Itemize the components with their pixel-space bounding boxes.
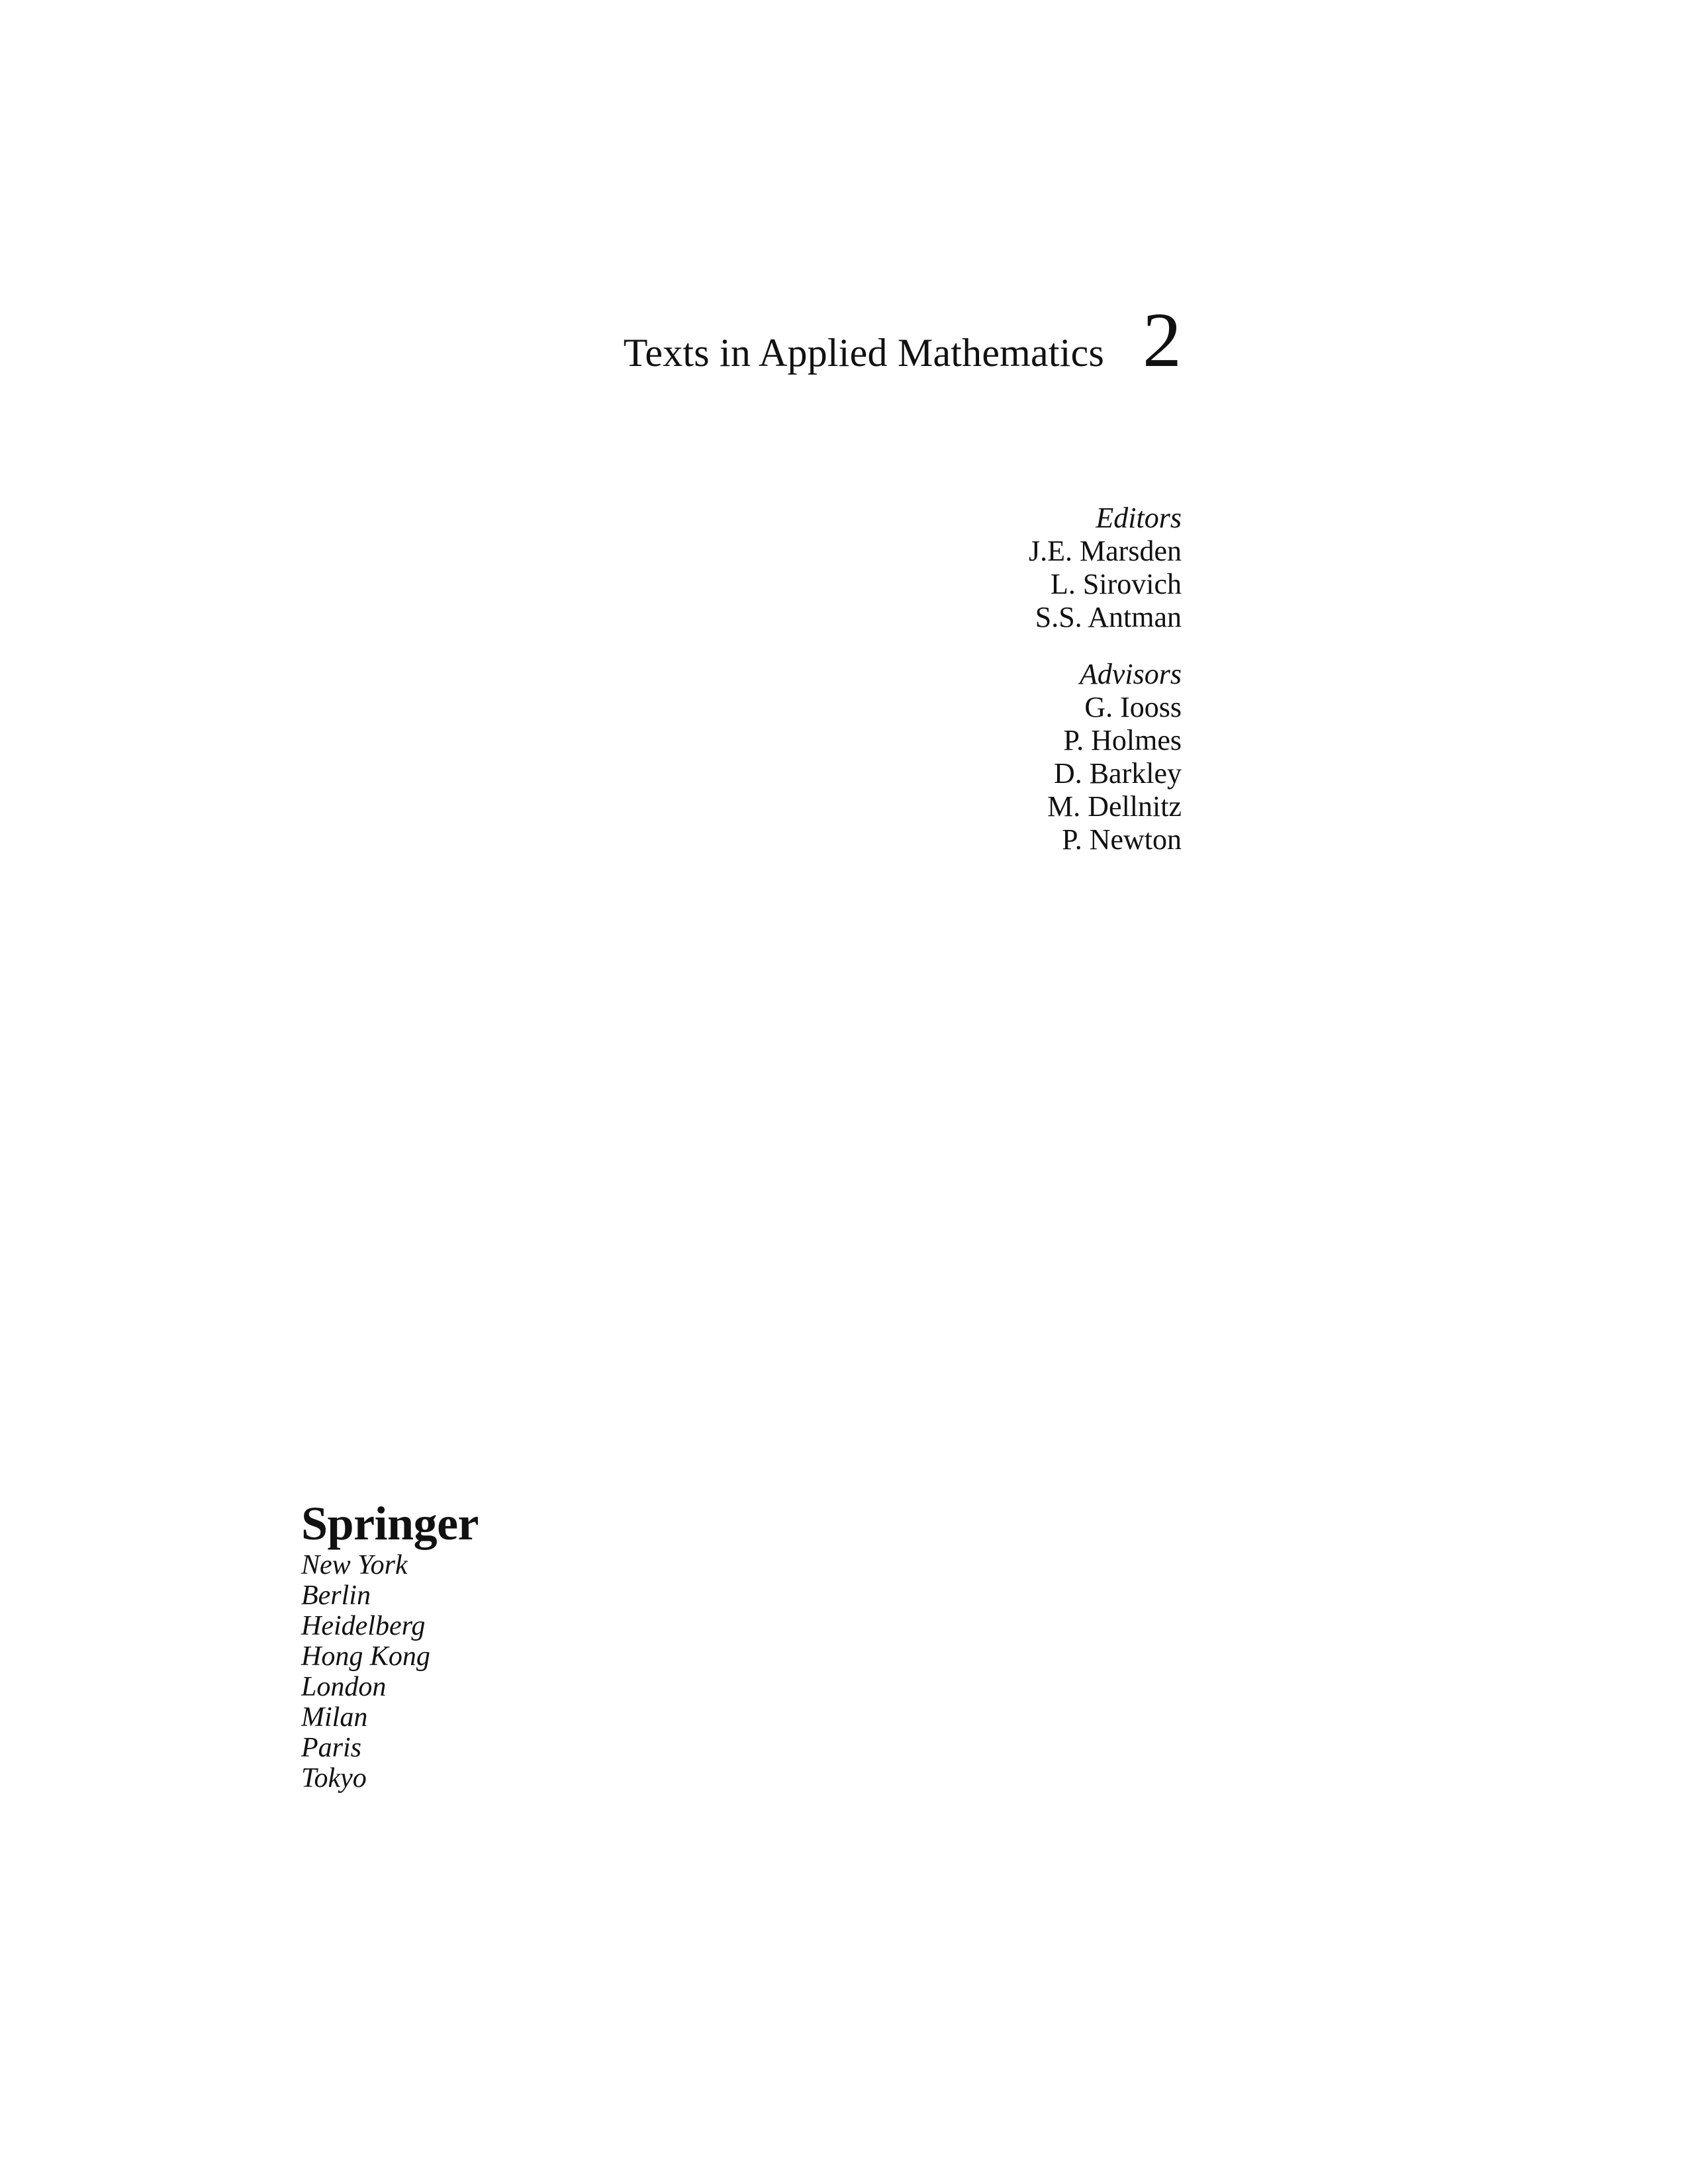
- editor-name: J.E. Marsden: [1029, 535, 1182, 567]
- advisors-block: [1047, 658, 1182, 856]
- publisher-city: Paris: [301, 1733, 362, 1763]
- advisor-name: G. Iooss: [1084, 691, 1182, 723]
- publisher-city: Hong Kong: [301, 1641, 430, 1672]
- publisher-city: Heidelberg: [301, 1611, 426, 1641]
- advisor-name: P. Holmes: [1063, 724, 1182, 756]
- editors-heading: Editors: [1096, 502, 1182, 534]
- publisher-city: Milan: [301, 1702, 368, 1733]
- publisher-city: Tokyo: [301, 1763, 367, 1794]
- advisors-heading: Advisors: [1080, 658, 1182, 690]
- publisher-logo-text: Springer: [301, 1497, 479, 1550]
- advisor-name: D. Barkley: [1053, 757, 1182, 790]
- publisher-city: New York: [301, 1550, 408, 1580]
- series-title: Texts in Applied Mathematics: [623, 331, 1104, 375]
- publisher-city: London: [301, 1672, 387, 1702]
- advisor-name: P. Newton: [1062, 823, 1182, 856]
- publisher-block: [301, 1497, 479, 1794]
- series-header: [623, 296, 1182, 383]
- editor-name: L. Sirovich: [1051, 568, 1182, 600]
- series-volume-number: 2: [1143, 296, 1182, 383]
- editor-name: S.S. Antman: [1035, 601, 1182, 633]
- editors-block: [1029, 502, 1182, 634]
- publisher-city: Berlin: [301, 1580, 371, 1611]
- advisor-name: M. Dellnitz: [1047, 790, 1182, 823]
